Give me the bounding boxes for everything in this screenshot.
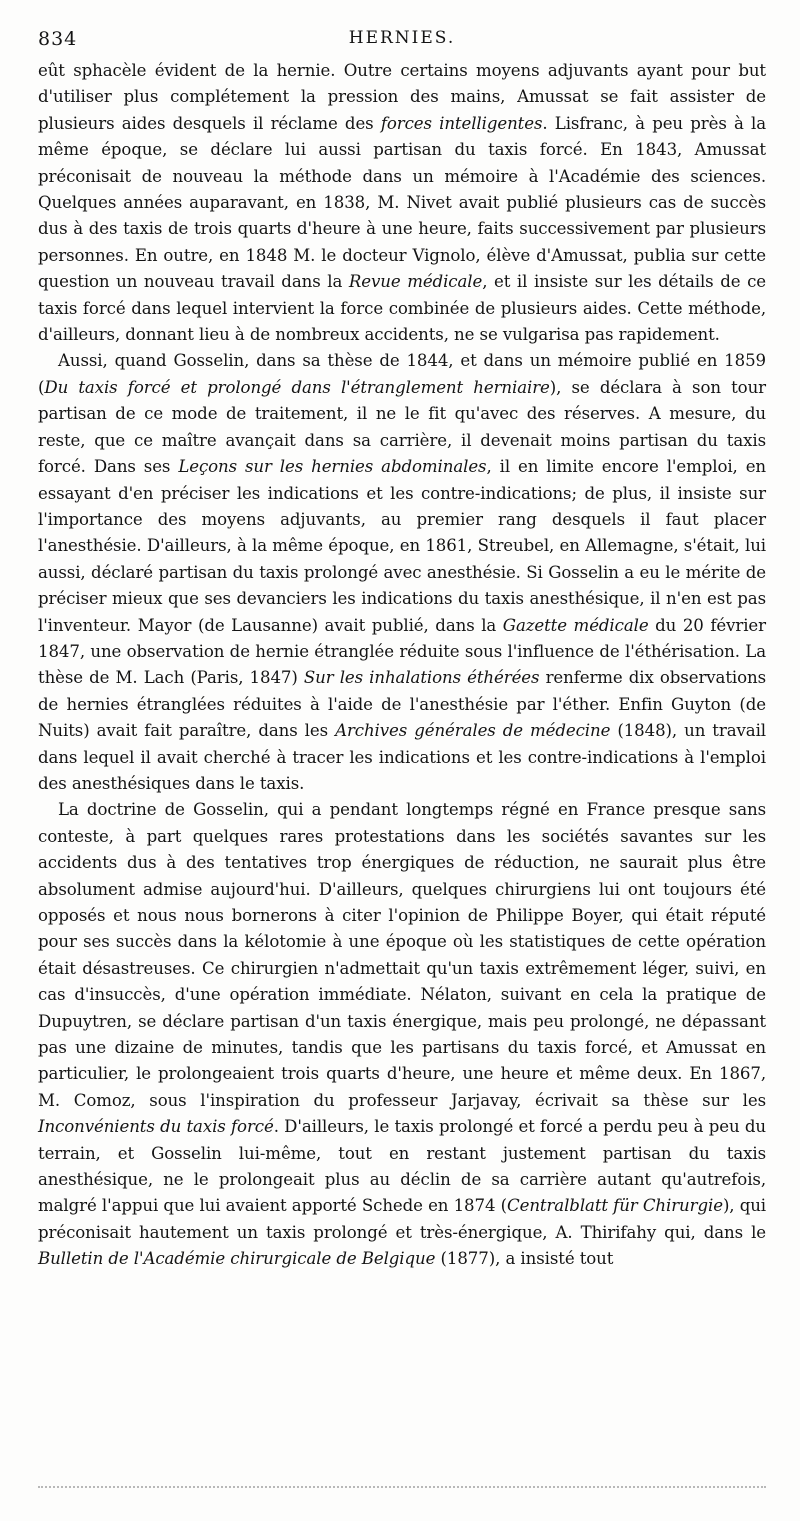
italic-title: Revue médicale bbox=[348, 272, 483, 292]
text-run: eût sphacèle évident de la hernie. Outre certains moyens adjuvants ayant pour but d'utiliser plus complétement la pression des mains, Amussat se fait assister de plusieurs aides desquels il réclame des bbox=[38, 61, 766, 133]
italic-title: Leçons sur les hernies abdominales bbox=[178, 457, 487, 477]
italic-title: Du taxis forcé et prolongé dans l'étranglement herniaire bbox=[44, 377, 550, 397]
italic-title: Inconvénients du taxis forcé bbox=[38, 1117, 274, 1137]
italic-title: Centralblatt für Chirurgie bbox=[507, 1196, 723, 1216]
text-run: . Lisfranc, à peu près à la même époque, se déclare lui aussi partisan du taxis forcé. En 1843, Amussat préconisait de nouveau la méthode dans un mémoire à l'Académie des sciences. Quelques années auparavant, en 1838, M. Nivet avait publié plusieurs cas de succès dus à des taxis de trois quarts d'heure à une heure, faits successivement par plusieurs personnes. En outre, en 1848 M. le docteur Vignolo, élève d'Amussat, publia sur cette question un nouveau travail dans la bbox=[38, 113, 766, 292]
text-run: , et il insiste sur les détails de ce taxis forcé dans lequel intervient la force combinée de plusieurs aides. Cette méthode, d'ailleurs, donnant lieu à de nombreux accidents, ne se vulgarisa pas rapidement. bbox=[38, 272, 766, 345]
text-run: , il en limite encore l'emploi, en essayant d'en préciser les indications et les contre-indications; de plus, il insiste sur l'importance des moyens adjuvants, au premier rang desquels il faut placer l'anesthésie. D'ailleurs, à la même époque, en 1861, Streubel, en Allemagne, s'était, lui aussi, déclaré partisan du taxis prolongé avec anesthésie. Si Gosselin a eu le mérite de préciser mieux que ses devanciers les indications du taxis anesthésique, il n'en est pas l'inventeur. Mayor (de Lausanne) avait publié, dans la bbox=[38, 457, 767, 635]
text-run: (1877), a insisté tout bbox=[435, 1249, 614, 1269]
running-head: HERNIES. bbox=[348, 28, 456, 48]
body-text bbox=[38, 58, 766, 1273]
text-run: (1848), un travail dans lequel il avait cherché à tracer les indications et les contre-indications à l'emploi des anesthésiques dans le taxis. bbox=[38, 721, 766, 793]
footer-rule bbox=[38, 1486, 766, 1488]
page-number: 834 bbox=[38, 28, 78, 50]
italic-title: Sur les inhalations éthérées bbox=[303, 668, 540, 688]
text-run: renferme dix observations de hernies étranglées réduites à l'aide de l'anesthésie par l'éther. Enfin Guyton (de Nuits) avait fait paraître, dans les bbox=[38, 668, 767, 741]
text-run: . D'ailleurs, le taxis prolongé et forcé a perdu peu à peu du terrain, et Gosselin lui-même, tout en restant justement partisan du taxis anesthésique, ne le prolongeait plus au déclin de sa carrière autant qu'autrefois, malgré l'appui que lui avaient apporté Schede en 1874 ( bbox=[38, 1117, 766, 1216]
italic-title: Gazette médicale bbox=[502, 615, 649, 635]
text-run: ), se déclara à son tour partisan de ce mode de traitement, il ne le fit qu'avec des réserves. A mesure, du reste, que ce maître avançait dans sa carrière, il devenait moins partisan du taxis forcé. Dans ses bbox=[38, 377, 766, 477]
italic-title: Archives générales de médecine bbox=[335, 721, 611, 741]
paragraph bbox=[38, 797, 766, 1272]
page-header bbox=[38, 28, 766, 56]
italic-title: forces intelligentes bbox=[380, 113, 543, 133]
paragraph bbox=[38, 348, 766, 797]
paragraph bbox=[38, 58, 766, 348]
text-run: La doctrine de Gosselin, qui a pendant longtemps régné en France presque sans conteste, à part quelques rares protestations dans les sociétés savantes sur les accidents dus à des tentatives trop énergiques de réduction, ne saurait plus être absolument admise aujourd'hui. D'ailleurs, quelques chirurgiens lui ont toujours été opposés et nous nous bornerons à citer l'opinion de Philippe Boyer, qui était réputé pour ses succès dans la kélotomie à une époque où les statistiques de cette opération était désastreuses. Ce chirurgien n'admettait qu'un taxis extrêmement léger, suivi, en cas d'insuccès, d'une opération immédiate. Nélaton, suivant en cela la pratique de Dupuytren, se déclare partisan d'un taxis énergique, mais peu prolongé, ne dépassant pas une dizaine de minutes, tandis que les partisans du taxis forcé, et Amussat en particulier, le prolongeaient trois quarts d'heure, une heure et même deux. En 1867, M. Comoz, sous l'inspiration du professeur Jarjavay, écrivait sa thèse sur les bbox=[38, 800, 766, 1110]
text-run: du 20 février 1847, une observation de hernie étranglée réduite sous l'influence de l'éthérisation. La thèse de M. Lach (Paris, 1847) bbox=[38, 615, 766, 688]
italic-title: Bulletin de l'Académie chirurgicale de Belgique bbox=[38, 1249, 436, 1269]
text-run: Aussi, quand Gosselin, dans sa thèse de 1844, et dans un mémoire publié en 1859 ( bbox=[38, 351, 766, 397]
text-run: ), qui préconisait hautement un taxis prolongé et très-énergique, A. Thirifahy qui, dans le bbox=[38, 1196, 767, 1242]
